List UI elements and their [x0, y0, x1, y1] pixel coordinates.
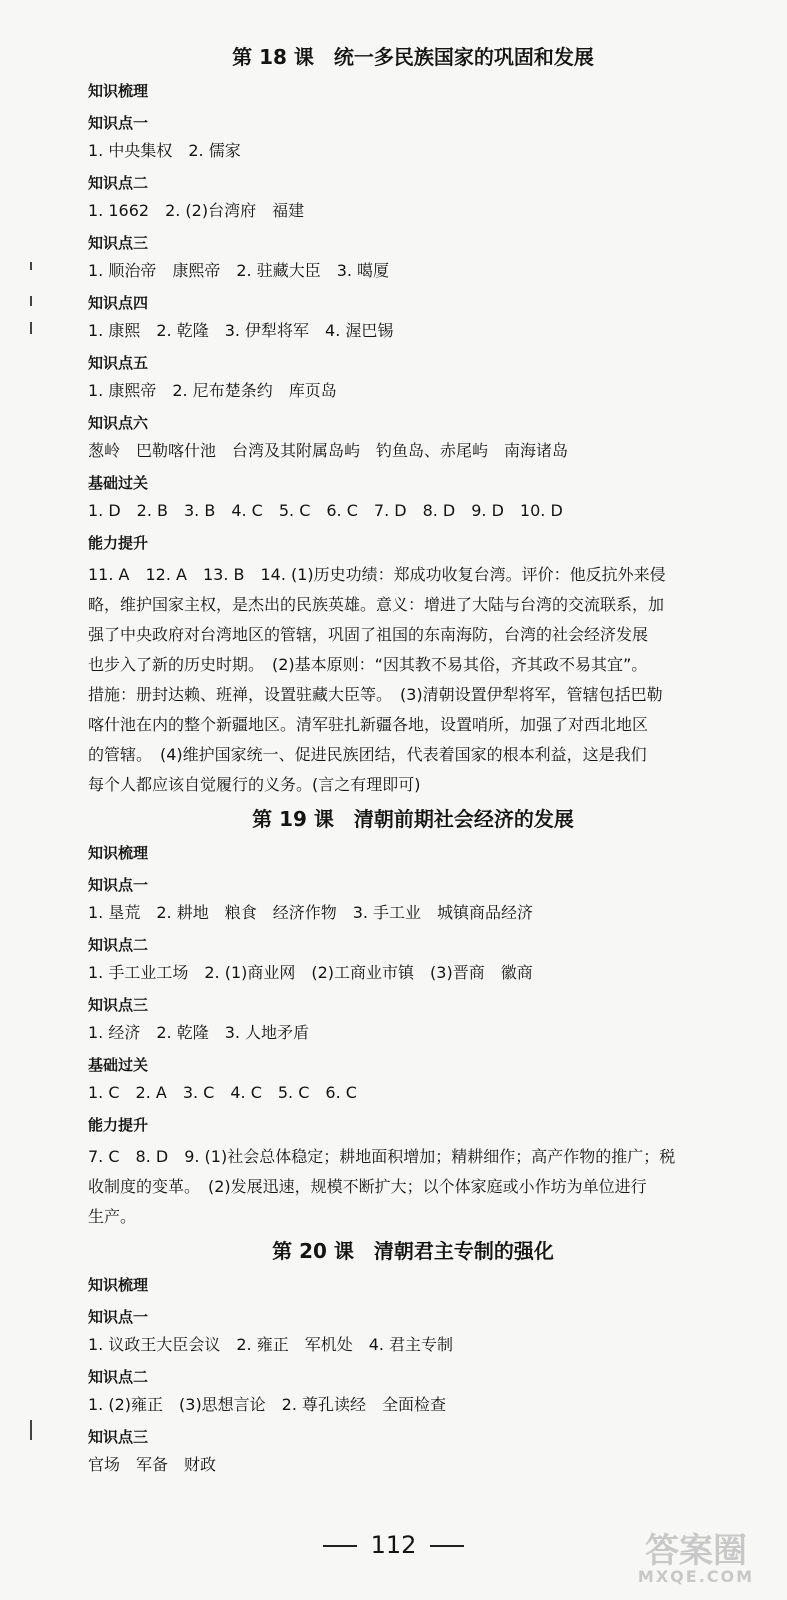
watermark-logo [621, 1531, 771, 1594]
answer-line: 1. D 2. B 3. B 4. C 5. C 6. C 7. D 8. D 9. D 10. D [88, 501, 563, 520]
watermark-main: 答案圈 [645, 1531, 747, 1571]
answer-line: 1. 中央集权 2. 儒家 [88, 141, 241, 160]
paragraph-line: 11. A 12. A 13. B 14. (1)历史功绩：郑成功收复台湾。评价：他反抗外来侵 [88, 565, 666, 584]
answer-line: 1. 康熙帝 2. 尼布楚条约 库页岛 [88, 381, 337, 400]
section-heading: 能力提升 [88, 534, 149, 552]
section-heading: 知识点四 [88, 294, 149, 312]
section-heading: 知识点五 [88, 354, 149, 372]
section-heading: 知识点一 [88, 114, 149, 132]
answer-line: 1. C 2. A 3. C 4. C 5. C 6. C [88, 1083, 357, 1102]
page-number-dash-right [430, 1545, 464, 1547]
section-heading: 基础过关 [88, 1056, 149, 1074]
section-heading: 知识点二 [88, 1368, 149, 1386]
margin-mark [30, 262, 32, 270]
paragraph-line: 的管辖。 (4)维护国家统一、促进民族团结，代表着国家的根本利益，这是我们 [88, 745, 647, 764]
page-content [88, 42, 738, 1484]
paragraph-line: 略，维护国家主权，是杰出的民族英雄。意义：增进了大陆与台湾的交流联系，加 [88, 595, 665, 614]
margin-mark [30, 296, 32, 306]
lesson-title: 第 20 课 清朝君主专制的强化 [272, 1239, 554, 1263]
section-heading: 知识点三 [88, 234, 149, 252]
paragraph-line: 喀什池在内的整个新疆地区。清军驻扎新疆各地，设置哨所，加强了对西北地区 [88, 715, 649, 734]
answer-line: 1. 经济 2. 乾隆 3. 人地矛盾 [88, 1023, 310, 1042]
section-heading: 知识点二 [88, 936, 149, 954]
section-heading: 能力提升 [88, 1116, 149, 1134]
margin-mark [30, 1420, 32, 1440]
answer-line: 1. (2)雍正 (3)思想言论 2. 尊孔读经 全面检查 [88, 1395, 447, 1414]
section-heading: 知识梳理 [88, 1276, 149, 1294]
answer-line: 1. 垦荒 2. 耕地 粮食 经济作物 3. 手工业 城镇商品经济 [88, 903, 534, 922]
lesson-title: 第 18 课 统一多民族国家的巩固和发展 [232, 45, 594, 69]
section-heading: 知识梳理 [88, 844, 149, 862]
watermark-sub: MXQE.COM [637, 1567, 755, 1586]
section-heading: 知识梳理 [88, 82, 149, 100]
page-number-dash-left [323, 1545, 357, 1547]
answer-line: 1. 康熙 2. 乾隆 3. 伊犁将军 4. 渥巴锡 [88, 321, 394, 340]
paragraph-line: 每个人都应该自觉履行的义务。(言之有理即可) [88, 775, 421, 794]
paragraph-line: 生产。 [88, 1207, 137, 1226]
section-heading: 知识点一 [88, 1308, 149, 1326]
paragraph-line: 7. C 8. D 9. (1)社会总体稳定；耕地面积增加；精耕细作；高产作物的推广；税 [88, 1147, 676, 1166]
section-heading: 知识点六 [88, 414, 149, 432]
section-heading: 知识点一 [88, 876, 149, 894]
paragraph-line: 收制度的变革。 (2)发展迅速，规模不断扩大；以个体家庭或小作坊为单位进行 [88, 1177, 647, 1196]
section-heading: 知识点二 [88, 174, 149, 192]
paragraph-line: 措施：册封达赖、班禅，设置驻藏大臣等。 (3)清朝设置伊犁将军，管辖包括巴勒 [88, 685, 663, 704]
lesson-title: 第 19 课 清朝前期社会经济的发展 [252, 807, 574, 831]
answer-line: 官场 军备 财政 [88, 1455, 217, 1474]
margin-mark [30, 322, 32, 334]
paragraph-line: 也步入了新的历史时期。 (2)基本原则：“因其教不易其俗，齐其政不易其宜”。 [88, 655, 648, 674]
answer-paragraph [88, 1142, 738, 1232]
section-heading: 知识点三 [88, 1428, 149, 1446]
section-heading: 基础过关 [88, 474, 149, 492]
answer-line: 葱岭 巴勒喀什池 台湾及其附属岛屿 钓鱼岛、赤尾屿 南海诸岛 [88, 441, 569, 460]
section-heading: 知识点三 [88, 996, 149, 1014]
answer-line: 1. 1662 2. (2)台湾府 福建 [88, 201, 305, 220]
paragraph-line: 强了中央政府对台湾地区的管辖，巩固了祖国的东南海防，台湾的社会经济发展 [88, 625, 649, 644]
answer-line: 1. 议政王大臣会议 2. 雍正 军机处 4. 君主专制 [88, 1335, 454, 1354]
page-number-text: 112 [370, 1531, 417, 1559]
answer-line: 1. 顺治帝 康熙帝 2. 驻藏大臣 3. 噶厦 [88, 261, 390, 280]
answer-paragraph [88, 560, 738, 800]
answer-line: 1. 手工业工场 2. (1)商业网 (2)工商业市镇 (3)晋商 徽商 [88, 963, 533, 982]
